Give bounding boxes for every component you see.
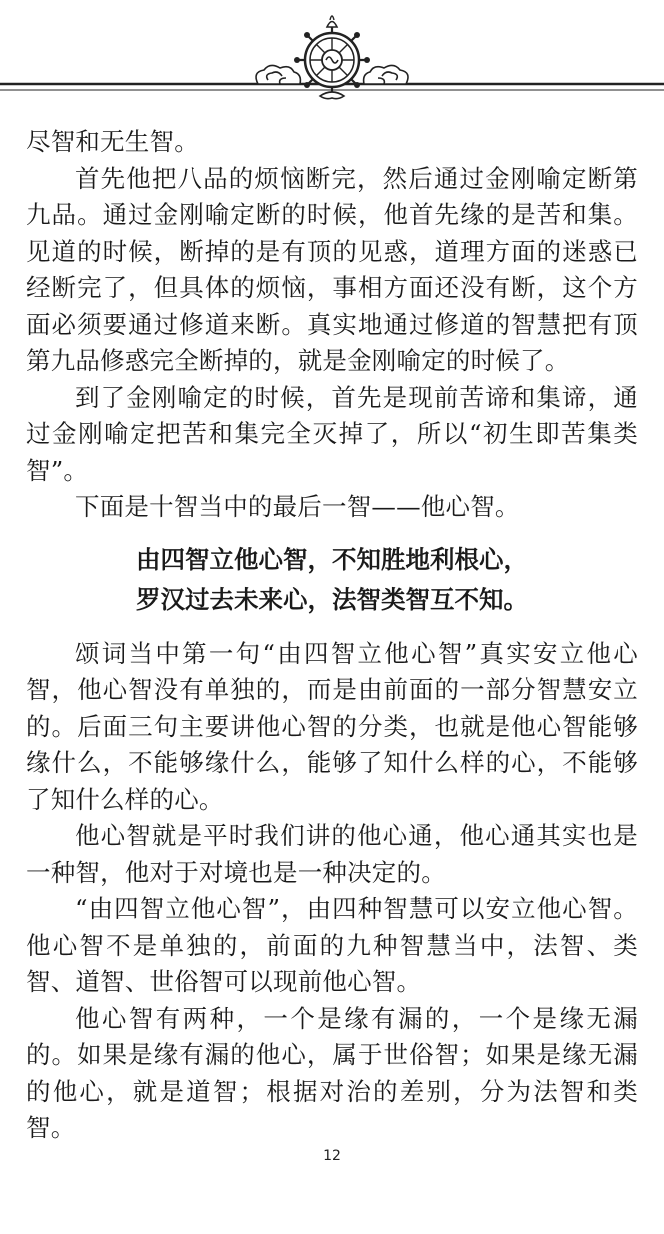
page-body [26,124,638,1147]
page-number: 12 [323,1148,341,1164]
verse-block [26,526,638,636]
paragraph: “由四智立他心智”，由四种智慧可以安立他心智。他心智不是单独的，前面的九种智慧当中，法智、类智、道智、世俗智可以现前他心智。 [26,894,638,996]
paragraph: 他心智就是平时我们讲的他心通，他心通其实也是一种智，他对于对境也是一种决定的。 [26,821,638,887]
paragraph: 首先他把八品的烦恼断完，然后通过金刚喻定断第九品。通过金刚喻定断的时候，他首先缘的是苦和集。见道的时候，断掉的是有顶的见惑，道理方面的迷惑已经断完了，但具体的烦恼，事相方面还没有断，这个方面必须要通过修道来断。真实地通过修道的智慧把有顶第九品修惑完全断掉的，就是金刚喻定的时候了。 [26,163,638,375]
verse-line: 罗汉过去未来心，法智类智互不知。 [136,584,528,614]
dharma-wheel-icon [294,16,370,99]
header-ornament [0,0,664,110]
paragraph: 下面是十智当中的最后一智——他心智。 [75,492,520,521]
page-header [0,0,664,110]
paragraph: 尽智和无生智。 [26,127,199,156]
paragraph: 颂词当中第一句“由四智立他心智”真实安立他心智，他心智没有单独的，而是由前面的一部分智慧安立的。后面三句主要讲他心智的分类，也就是他心智能够缘什么，不能够缘什么，能够了知什么样的心，不能够了知什么样的心。 [26,638,638,814]
paragraph: 他心智有两种，一个是缘有漏的，一个是缘无漏的。如果是缘有漏的他心，属于世俗智；如果是缘无漏的他心，就是道智；根据对治的差别，分为法智和类智。 [26,1003,638,1142]
cloud-right-icon [364,65,408,84]
cloud-left-icon [256,65,300,84]
paragraph: 到了金刚喻定的时候，首先是现前苦谛和集谛，通过金刚喻定把苦和集完全灭掉了，所以“初生即苦集类智”。 [26,382,638,485]
verse-line: 由四智立他心智，不知胜地利根心， [136,544,528,574]
